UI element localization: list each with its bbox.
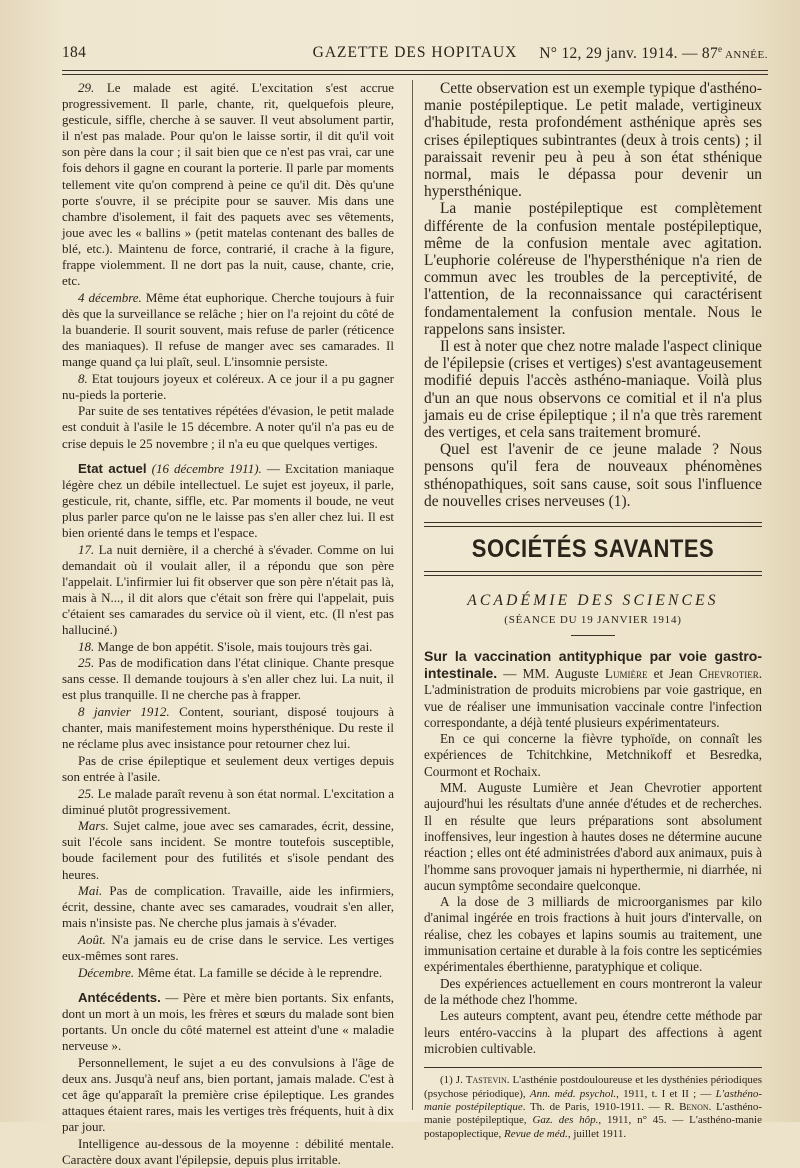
entry-text: Le malade est agité. L'excitation s'est accrue progressivement. Il parle, chante, rit, quelquefois pleure, gesticule, siffle, cherche à se sauver. Il veut absolument partir, il n'est pas malade. Pour qu'on le laisse sortir, il dit qu'il voit son père dans la cour ; il sait bien que ce n'est pas vrai, car une fois dehors il gagne en courant la porterie. Il parle par moments tellement vite qu'on comprend à peine ce qu'il dit. Dès qu'une porte s'ouvre, il se précipite pour se sauver. Mis dans une chambre d'isolement, il fait des paquets avec ses vêtements, joue avec les « ballins » (petit matelas contenant des balles de blé, etc.). Maintenu de force, contrarié, il crache à la figure, frappe violemment. Il ne dort pas la nuit, cause, chante, crie, etc.: [62, 80, 394, 289]
paragraph: Quel est l'avenir de ce jeune malade ? Nous pensons qu'il fera de nouveaux phénomènes sthénopathiques, soit sans cause, soit sous l'influence de nouvelles crises nerveuses (1).: [424, 441, 762, 510]
section-heading: Antécédents.: [78, 989, 161, 1005]
paragraph: Pas de crise épileptique et seulement deux vertiges depuis son entrée à l'asile.: [62, 752, 394, 784]
paragraph: [424, 648, 762, 731]
paragraph: La manie postépileptique est complètement différente de la confusion mentale postépileptique, même de la confusion mentale avec agitation. L'euphorie coléreuse de l'hypersthénique n'a rien de commun avec les troubles de la perceptivité, de l'attention, de la reconnaissance qui caractérisent fondamentalement la confusion mentale. Nous le rappelons sans insister.: [424, 200, 762, 338]
short-rule: [571, 635, 615, 636]
entry-date: Mai.: [78, 883, 103, 899]
paragraph: A la dose de 3 milliards de microorganismes par kilo d'animal ingérée en trois fractions à huit jours d'intervalle, on réalise, chez les cobayes et lapins soumis au traitement, une immunisation certaine et durable à la fois contre les septicémies expérimentales éberthienne, paratyphique et colique.: [424, 894, 762, 975]
footnote-text: . L'asthéno-manie postépileptique,: [424, 1100, 763, 1127]
paragraph: Personnellement, le sujet a eu des convulsions à l'âge de deux ans. Jusqu'à neuf ans, bien portant, jamais malade. C'est à cet âge qu'apparaît la première crise épileptique. Les grandes attaques étaient rares, mais les vertiges très fréquents, huit à dix par jour.: [62, 1054, 394, 1134]
paragraph: Par suite de ses tentatives répétées d'évasion, le petit malade est conduit à l'asile le 15 décembre. A noter qu'il n'a pas eu de crise depuis le 25 novembre ; il n'a eu que quelques vertiges.: [62, 403, 394, 451]
entry-text: Pas de modification dans l'état clinique. Chante presque sans cesse. Il demande toujours à s'en aller chez lui. La nuit, il est plus tranquille. Il ne cherche pas à frapper.: [62, 655, 394, 703]
paragraph: Des expériences actuellement en cours montreront la valeur de la méthode chez l'homme.: [424, 975, 762, 1007]
paragraph: [62, 461, 394, 541]
right-column: [424, 80, 762, 1141]
paragraph: [62, 786, 394, 818]
issue-info: [539, 44, 768, 63]
section-rule: [424, 522, 762, 527]
entry-date: (16 décembre 1911).: [146, 460, 262, 476]
paragraph: [62, 655, 394, 703]
journal-ref: Ann. méd. psychol.: [529, 1087, 617, 1100]
author-name: Lumière: [604, 665, 648, 681]
section-title: SOCIÉTÉS SAVANTES: [471, 534, 715, 563]
journal-ref: Revue de méd.: [504, 1127, 568, 1140]
running-header: [62, 44, 768, 66]
paragraph: Intelligence au-dessous de la moyenne : débilité mentale. Caractère doux avant l'épilepsie, depuis plus irritable.: [62, 1135, 394, 1167]
paragraph: Les auteurs comptent, avant peu, étendre cette méthode par leurs entéro-vaccins à la plupart des affections à agent microbien cultivable.: [424, 1008, 762, 1056]
academy-report: [424, 648, 762, 1141]
article-text: — MM. Auguste: [497, 665, 605, 681]
header-rule-top: [62, 70, 768, 71]
entry-date: 25.: [78, 655, 95, 671]
paragraph: Il est à noter que chez notre malade l'aspect clinique de l'épilepsie (crises et vertiges) s'est avantageusement modifié depuis l'accès asthéno-maniaque. Voilà plus d'un an que nous observons ce comitial et il n'a plus jamais eu de crise épileptique ; il n'a que très rarement des vertiges, et cela sans traitement bromuré.: [424, 338, 762, 442]
entry-text: — Père et mère bien portants. Six enfants, dont un mort à un mois, les frères et sœurs du malade sont bien portants. Un oncle du côté maternel est atteint d'une « maladie nerveuse ».: [62, 989, 394, 1053]
footnote-text: , 1911, t. I et II ; —: [616, 1087, 716, 1100]
footnote: [424, 1074, 762, 1141]
article-title: Sur la vaccination antityphique par voie gastro-intestinale.: [424, 647, 762, 681]
issue-number-date: N° 12, 29 janv. 1914. — 87: [539, 45, 719, 63]
issue-superscript: e: [718, 44, 723, 54]
entry-text: Même état. La famille se décide à le reprendre.: [134, 964, 383, 980]
footnote-text: . Th. de Paris, 1910-1911. — R.: [522, 1100, 680, 1113]
page-number: 184: [62, 44, 87, 61]
entry-text: Le malade paraît revenu à son état normal. L'excitation a diminué plutôt progressivement.: [62, 785, 394, 817]
entry-date: Mars.: [78, 818, 109, 834]
journal-title: GAZETTE DES HOPITAUX: [312, 44, 518, 61]
article-text: . L'administration de produits microbiens par voie gastrique, en vue de réaliser une immunisation vaccinale contre l'infection correspondante, a déjà tenté plusieurs expérimentateurs.: [424, 665, 762, 730]
academy-heading: ACADÉMIE DES SCIENCES: [467, 592, 719, 610]
footnote-rule: [424, 1067, 762, 1068]
journal-ref: Gaz. des hôp.: [532, 1114, 599, 1127]
entry-text: Mange de bon appétit. S'isole, mais toujours très gai.: [94, 638, 373, 654]
paragraph: [62, 542, 394, 639]
paragraph: [62, 818, 394, 882]
section-rule: [424, 571, 762, 576]
entry-text: N'a jamais eu de crise dans le service. Les vertiges eux-mêmes sont rares.: [62, 931, 394, 963]
entry-date: 17.: [78, 541, 95, 557]
entry-text: Etat toujours joyeux et coléreux. A ce jour il a pu gagner nu-pieds la porterie.: [62, 370, 394, 402]
entry-date: 8 janvier 1912.: [78, 704, 170, 720]
article-text: et Jean: [647, 665, 699, 681]
left-column: [62, 80, 394, 1168]
paragraph: MM. Auguste Lumière et Jean Chevrotier apportent aujourd'hui les résultats d'une année d'études et de recherches. Il en résulte que leurs préparations sont absolument inoffensives, leur ingestion à hautes doses ne détermine aucune réaction ; elles ont été administrées d'abord aux animaux, puis à l'homme sans provoquer jamais ni hyperthermie, ni diarrhée, ni aucun symptôme secondaire quelconque.: [424, 780, 762, 893]
entry-text: La nuit dernière, il a cherché à s'évader. Comme on lui demandait où il voulait aller, il a répondu que son père l'appelait. L'infirmier lui fit observer que son père n'était pas là, mais à N..., il dit alors que c'était son frère qui l'appelait, puis c'étaient ses camarades du service où il vient, etc. (Il n'est pas halluciné.): [62, 541, 394, 638]
issue-year-label: ANNÉE.: [722, 49, 768, 62]
entry-date: 8.: [78, 370, 88, 386]
paragraph: [62, 965, 394, 981]
session-date: (SÉANCE DU 19 JANVIER 1914): [504, 614, 682, 627]
entry-date: Août.: [78, 931, 106, 947]
footnote-text: , 1911, n° 45. — L'asthéno-manie postapoplectique,: [424, 1114, 762, 1140]
paragraph: [62, 80, 394, 289]
paragraph: En ce qui concerne la fièvre typhoïde, on connaît les expériences de Tchitchkine, Metchnikoff et Besredka, Courmont et Rochaix.: [424, 731, 762, 779]
paragraph: [62, 990, 394, 1054]
author-name: Benon: [679, 1100, 709, 1113]
author-name: Tastevin: [465, 1074, 507, 1087]
header-rule-bottom: [62, 74, 768, 75]
entry-date: 29.: [78, 80, 95, 95]
entry-text: Content, souriant, disposé toujours à chanter, mais manifestement moins hypersthénique. Du reste il ne réclame plus avec insistance pour retourner chez lui.: [62, 704, 394, 752]
entry-date: Décembre.: [78, 964, 135, 980]
paragraph: [62, 290, 394, 370]
entry-date: 18.: [78, 638, 95, 654]
footnote-text: , juillet 1911.: [567, 1127, 627, 1140]
footnote-text: (1) J.: [440, 1074, 466, 1087]
footnote-text: . L'asthénie postdouloureuse et les dysthénies périodiques (psychose périodique),: [424, 1074, 762, 1100]
paragraph: [62, 639, 394, 655]
paragraph: [62, 932, 394, 964]
entry-date: 4 décembre.: [78, 289, 142, 305]
entry-text: Sujet calme, joue avec ses camarades, écrit, dessine, suit l'école sans incident. Se montre toutefois susceptible, boude facilement pour des futilités et s'isole pendant des heures.: [62, 818, 394, 882]
column-divider: [412, 80, 413, 1110]
thesis-title: L'asthéno-manie postépileptique: [424, 1087, 762, 1113]
entry-text: Même état euphorique. Cherche toujours à fuir dès que la surveillance se relâche ; hier on l'a rejoint du côté de la buanderie. Il sourit souvent, mais refuse de parler (réticence des maniaques). Il refuse de manger avec ses camarades. Il mange quand ça lui plaît, seul. L'insomnie persiste.: [62, 289, 395, 370]
paragraph: [62, 371, 394, 403]
paragraph: Cette observation est un exemple typique d'asthéno-manie postépileptique. Le petit malade, vertigineux d'habitude, resta profondément asthénique après ses crises épileptiques subintrantes (deux à trois cents) ; il paraissait revenir peu à peu à son état sthénique normal, mais le dépassa pour devenir un hypersthénique.: [424, 80, 762, 201]
author-name: Chevrotier: [698, 665, 759, 681]
entry-text: — Excitation maniaque légère chez un débile intellectuel. Le sujet est joyeux, il parle, gesticule, rit, chante, siffle, etc. Par moments il boude, ne veut plus parler parce qu'on ne le laisse pas s'en aller chez lui. Il est bien orienté dans le temps et l'espace.: [62, 460, 394, 541]
paragraph: [62, 883, 394, 931]
paragraph: [62, 704, 394, 752]
section-heading: Etat actuel: [78, 460, 147, 476]
entry-date: 25.: [78, 785, 95, 801]
entry-text: Pas de complication. Travaille, aide les infirmiers, écrit, dessine, chante avec ses camarades, voudrait s'en aller, mais n'insiste pas. Ne cherche plus jamais à s'évader.: [62, 883, 394, 931]
